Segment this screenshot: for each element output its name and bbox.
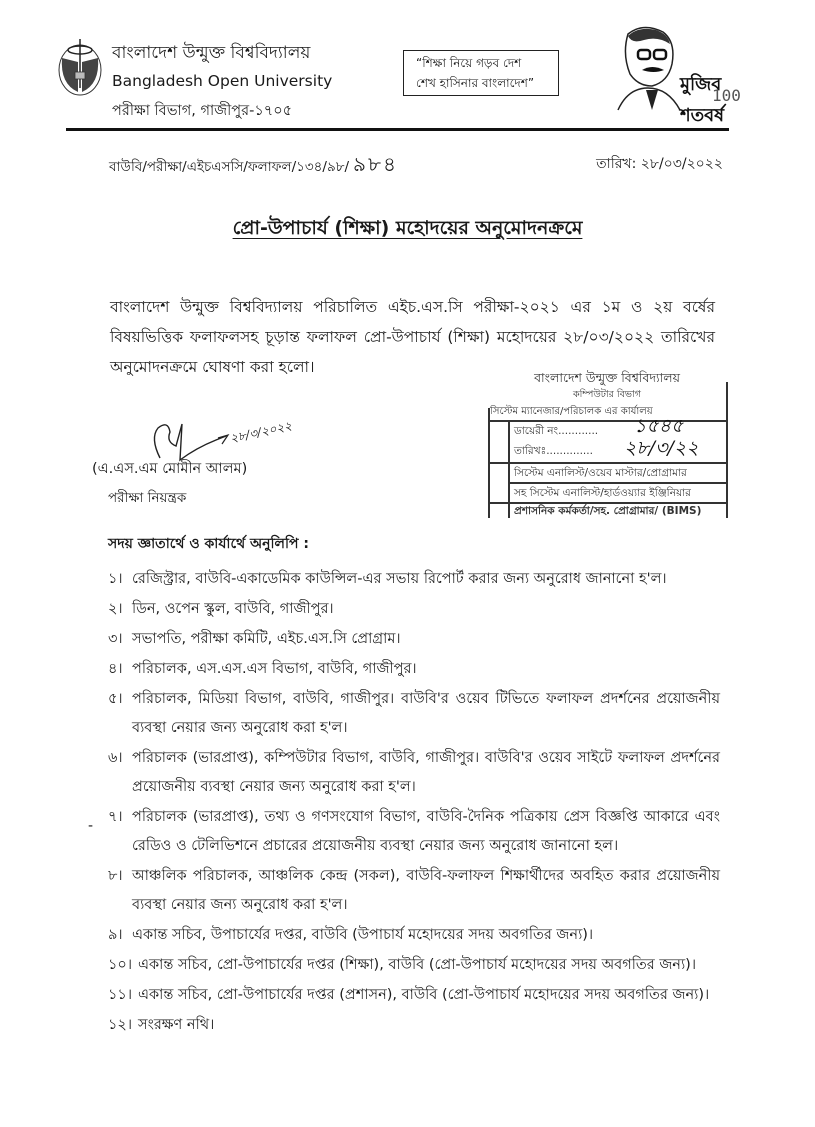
list-item: ১। রেজিস্ট্রার, বাউবি-একাডেমিক কাউন্সিল-এর সভায় রিপোর্ট করার জন্য অনুরোধ জানানো হ'ল। xyxy=(108,571,667,587)
stamp-date-label: তারিখঃ.............. xyxy=(514,445,593,457)
list-item: ৩। সভাপতি, পরীক্ষা কমিটি, এইচ.এস.সি প্রোগ্রাম। xyxy=(108,631,401,647)
list-item: ১০। একান্ত সচিব, প্রো-উপাচার্যের দপ্তর (শিক্ষা), বাউবি (প্রো-উপাচার্য মহোদয়ের সদয় অবগতির জন্য)। xyxy=(108,957,696,973)
signatory-name: (এ.এস.এম মোমীন আলম) xyxy=(92,461,248,477)
list-item: ৫। পরিচালক, মিডিয়া বিভাগ, বাউবি, গাজীপুর। বাউবি'র ওয়েব টিভিতে ফলাফল প্রদর্শনের প্রয়োজনীয় ব্যবস্থা নেয়ার জন্য অনুরোধ করা হ'ল। xyxy=(108,691,720,736)
signature-date: ২৮/৩/২০২২ xyxy=(228,418,294,446)
slogan-line-1: “শিক্ষা নিয়ে গড়ব দেশ xyxy=(416,56,522,70)
list-item: ৪। পরিচালক, এস.এস.এস বিভাগ, বাউবি, গাজীপুর। xyxy=(108,661,417,677)
stamp-diary-label: ডায়েরী নং............ xyxy=(514,425,599,437)
slogan-line-2: শেখ হাসিনার বাংলাদেশ” xyxy=(416,76,535,90)
list-item: ৬। পরিচালক (ভারপ্রাপ্ত), কম্পিউটার বিভাগ, বাউবি, গাজীপুর। বাউবি'র ওয়েব সাইটে ফলাফল প্রদর্শনের প্রয়োজনীয় ব্যবস্থা নেয়ার জন্য অনুরোধ করা হ'ল। xyxy=(108,750,720,795)
margin-mark: - xyxy=(88,818,94,834)
copy-distribution-list xyxy=(108,565,720,1041)
emblem-number: 100 xyxy=(712,86,741,105)
page-title-text: প্রো-উপাচার্য (শিক্ষা) মহোদয়ের অনুমোদনক্রমে xyxy=(232,217,583,239)
stamp-row-2: সহ সিস্টেম এনালিস্ট/হার্ডওয়্যার ইঞ্জিনিয়ার xyxy=(514,487,691,499)
announcement-paragraph: বাংলাদেশ উন্মুক্ত বিশ্ববিদ্যালয় পরিচালিত এইচ.এস.সি পরীক্ষা-২০২১ এর ১ম ও ২য় বর্ষের বিষয়ভিত্তিক ফলাফলসহ চূড়ান্ত ফলাফল প্রো-উপাচার্য (শিক্ষা) মহোদয়ের ২৮/০৩/২০২২ তারিখের অনুমোদনক্রমে ঘোষণা করা হলো। xyxy=(110,298,715,376)
stamp-line-1: বাংলাদেশ উন্মুক্ত বিশ্ববিদ্যালয় xyxy=(534,370,680,385)
memo-reference-handwritten: ৯৮৪ xyxy=(353,152,398,176)
page-title xyxy=(0,214,815,246)
header-divider xyxy=(66,128,729,131)
list-item: ৭। পরিচালক (ভারপ্রাপ্ত), তথ্য ও গণসংযোগ বিভাগ, বাউবি-দৈনিক পত্রিকায় প্রেস বিজ্ঞপ্তি আকারে এবং রেডিও ও টেলিভিশনে প্রচারের প্রয়োজনীয় ব্যবস্থা নেয়ার জন্য অনুরোধ জানানো হল। xyxy=(108,809,720,854)
memo-reference-number: বাউবি/পরীক্ষা/এইচএসসি/ফলাফল/১৩৪/৯৮/ xyxy=(109,159,350,175)
copy-heading: সদয় জ্ঞাতার্থে ও কার্যার্থে অনুলিপি : xyxy=(108,536,309,552)
memo-reference xyxy=(109,150,398,183)
list-item: ১২। সংরক্ষণ নথি। xyxy=(108,1017,215,1033)
memo-date: তারিখ: ২৮/০৩/২০২২ xyxy=(596,156,723,172)
receipt-stamp xyxy=(484,368,730,518)
department-address: পরীক্ষা বিভাগ, গাজীপুর-১৭০৫ xyxy=(112,103,293,119)
list-item: ২। ডিন, ওপেন স্কুল, বাউবি, গাজীপুর। xyxy=(108,601,334,617)
stamp-line-2: কম্পিউটার বিভাগ xyxy=(572,389,641,400)
stamp-row-3: প্রশাসনিক কর্মকর্তা/সহ. প্রোগ্রামার/ (BIMS) xyxy=(514,505,702,517)
emblem-label: মুজিব শতবর্ষ xyxy=(680,74,725,126)
stamp-row-1: সিস্টেম এনালিস্ট/ওয়েব মাস্টার/প্রোগ্রামার xyxy=(514,467,687,479)
slogan-box xyxy=(403,50,559,96)
stamp-diary-value: ১৫৪৫ xyxy=(634,415,684,437)
signatory-designation: পরীক্ষা নিয়ন্ত্রক xyxy=(108,490,187,506)
institution-name-en: Bangladesh Open University xyxy=(112,72,333,90)
university-logo-icon xyxy=(56,36,104,102)
list-item: ৮। আঞ্চলিক পরিচালক, আঞ্চলিক কেন্দ্র (সকল), বাউবি-ফলাফল শিক্ষার্থীদের অবহিত করার প্রয়োজনীয় ব্যবস্থা নেয়ার জন্য অনুরোধ করা হ'ল। xyxy=(108,868,720,913)
list-item: ১১। একান্ত সচিব, প্রো-উপাচার্যের দপ্তর (প্রশাসন), বাউবি (প্রো-উপাচার্য মহোদয়ের সদয় অবগতির জন্য)। xyxy=(108,987,710,1003)
stamp-line-3: সিস্টেম ম্যানেজার/পরিচালক এর কার্যালয় xyxy=(490,406,653,417)
list-item: ৯। একান্ত সচিব, উপাচার্যের দপ্তর, বাউবি (উপাচার্য মহোদয়ের সদয় অবগতির জন্য)। xyxy=(108,927,594,943)
stamp-date-value: ২৮/৩/২২ xyxy=(624,437,699,459)
institution-name-bn: বাংলাদেশ উন্মুক্ত বিশ্ববিদ্যালয় xyxy=(112,43,311,63)
mujib-centenary-emblem xyxy=(588,24,741,126)
